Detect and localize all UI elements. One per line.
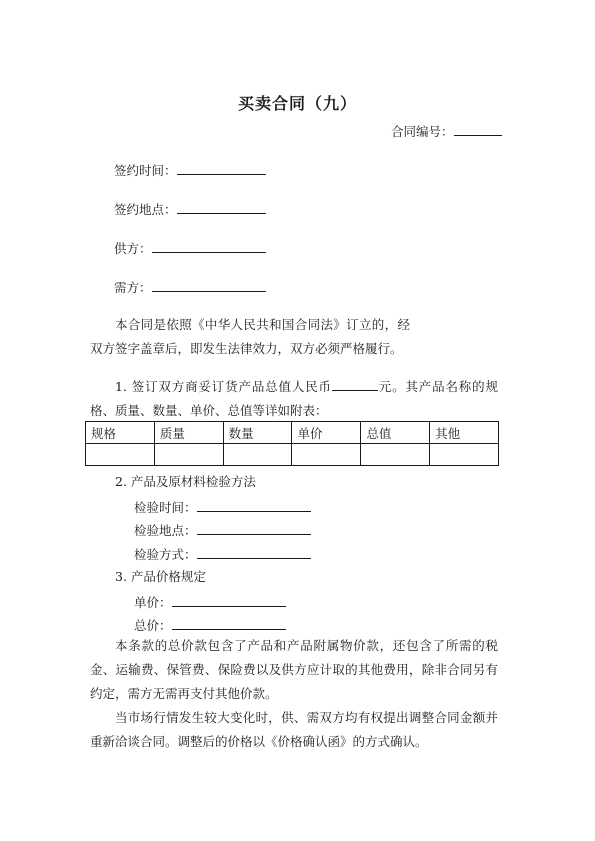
- inspection-time-field: [134, 498, 311, 516]
- inspection-time-label: 检验时间：: [134, 500, 197, 515]
- supplier-field: [114, 239, 266, 257]
- inspection-place-blank[interactable]: [197, 521, 311, 535]
- buyer-blank[interactable]: [152, 278, 266, 292]
- intro-paragraph: 本合同是依照《中华人民共和国合同法》订立的，经双方签字盖章后，即发生法律效力，双方必须严格履行。: [90, 317, 410, 356]
- sign-place-blank[interactable]: [177, 200, 266, 214]
- unit-price-blank[interactable]: [172, 593, 286, 607]
- table-cell[interactable]: [223, 444, 292, 466]
- clause-2-heading: 2. 产品及原材料检验方法: [115, 474, 256, 489]
- clause-1: [90, 375, 498, 423]
- table-header-cell: 质量: [154, 422, 223, 444]
- total-amount-blank[interactable]: [332, 377, 378, 391]
- supplier-blank[interactable]: [152, 239, 266, 253]
- total-price-label: 总价：: [134, 618, 172, 633]
- unit-price-label: 单价：: [134, 595, 172, 610]
- table-header-cell: 规格: [86, 422, 155, 444]
- market-adjustment-paragraph: 当市场行情发生较大变化时，供、需双方均有权提出调整合同金额并重新洽谈合同。调整后的价格以《价格确认函》的方式确认。: [90, 710, 498, 749]
- inspection-method-blank[interactable]: [197, 545, 311, 559]
- table-header-cell: 数量: [223, 422, 292, 444]
- table-cell[interactable]: [292, 444, 361, 466]
- table-cell[interactable]: [430, 444, 499, 466]
- inspection-place-label: 检验地点：: [134, 523, 197, 538]
- table-header-row: [86, 422, 499, 444]
- table-header-cell: 单价: [292, 422, 361, 444]
- contract-number-label: 合同编号：: [391, 124, 454, 139]
- table-cell[interactable]: [86, 444, 155, 466]
- table-header-cell: 其他: [430, 422, 499, 444]
- total-price-blank[interactable]: [172, 616, 286, 630]
- buyer-field: [114, 278, 266, 296]
- clause-1-prefix: 1. 签订双方商妥订货产品总值人民币: [115, 379, 332, 394]
- clause-3-heading: 3. 产品价格规定: [115, 569, 206, 584]
- table-header-cell: 总值: [361, 422, 430, 444]
- contract-number-field: [391, 122, 502, 140]
- sign-time-field: [114, 161, 266, 179]
- sign-time-label: 签约时间：: [114, 163, 177, 178]
- sign-time-blank[interactable]: [177, 161, 266, 175]
- table-cell[interactable]: [361, 444, 430, 466]
- product-spec-table: [85, 421, 499, 466]
- table-row: [86, 444, 499, 466]
- contract-number-blank[interactable]: [454, 122, 502, 136]
- sign-place-label: 签约地点：: [114, 202, 177, 217]
- inspection-method-field: [134, 545, 311, 563]
- table-cell[interactable]: [154, 444, 223, 466]
- price-inclusion-paragraph: 本条款的总价款包含了产品和产品附属物价款，还包含了所需的税金、运输费、保管费、保险费以及供方应计取的其他费用，除非合同另有约定，需方无需再支付其他价款。: [90, 638, 498, 701]
- document-title: 买卖合同（九）: [237, 94, 357, 113]
- buyer-label: 需方：: [114, 280, 152, 295]
- supplier-label: 供方：: [114, 241, 152, 256]
- inspection-time-blank[interactable]: [197, 498, 311, 512]
- total-price-field: [134, 616, 286, 634]
- unit-price-field: [134, 593, 286, 611]
- inspection-method-label: 检验方式：: [134, 547, 197, 562]
- clause-1-suffix: 元。其产品名称的规格、质量、数量、单价、总值等详如附表：: [90, 379, 498, 418]
- sign-place-field: [114, 200, 266, 218]
- inspection-place-field: [134, 521, 311, 539]
